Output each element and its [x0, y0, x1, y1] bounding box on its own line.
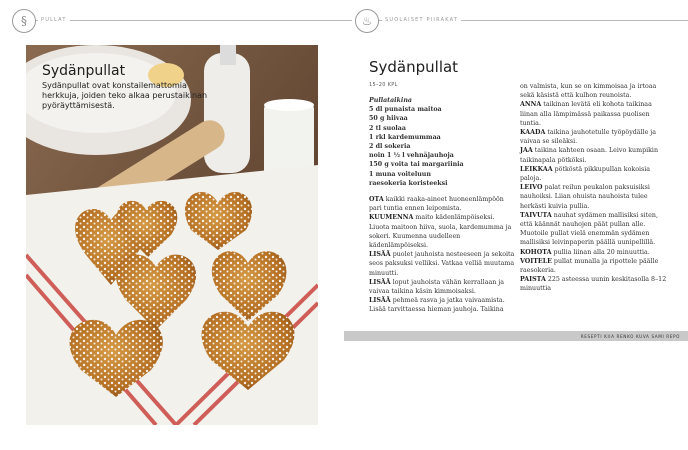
- recipe-step: JAA taikina kahteen osaan. Leivo kumpikin taikinapala pötköksi.: [520, 147, 659, 164]
- recipe-step: ANNA taikinan levätä eli kohota taikinaa liinan alla lämpimässä paikassa puolisen tuntia.: [520, 101, 652, 127]
- recipe-step: KUUMENNA maito kädenlämpöiseksi. Liuota maitoon hiiva, suola, kardemumma ja sokeri. Kuumenna uudelleen kädenlämpöiseksi.: [369, 214, 512, 250]
- photo-subtitle: Sydänpullat ovat konstailemattomia herkkuja, joiden teko alkaa perustaikinan pyöräyttämisestä.: [42, 81, 208, 110]
- recipe-step: LEIVO palat reilun peukalon paksuisiksi nauhoiksi. Liian ohuista nauhoista tulee herkästi kuivia pullia.: [520, 184, 650, 210]
- ingredient-item: 1 muna voiteluun: [369, 170, 431, 178]
- recipe-photo: [26, 45, 318, 425]
- recipe-step: LISÄÄ loput jauhoista vähän kerrallaan ja vaivaa taikina käsin kimmoisaksi.: [369, 278, 505, 296]
- recipe-step: VOITELE pullat munalla ja ripottele päälle raesokeria.: [520, 257, 659, 275]
- recipe-step: LEIKKAA pötköstä pikkupullan kokoisia paloja.: [520, 165, 651, 183]
- recipe-column-2: [520, 82, 668, 294]
- recipe-yield: 15–20 KPL: [369, 82, 398, 88]
- ingredient-item: 2 tl suolaa: [369, 124, 406, 132]
- credit-bar: [344, 331, 688, 341]
- ingredient-item: 2 dl sokeria: [369, 143, 411, 151]
- ingredient-item: 1 rkl kardemummaa: [369, 133, 441, 141]
- recipe-step: LISÄÄ puolet jauhoista nesteeseen ja sekoita seos paksuksi velliksi. Vatkaa velliä muutama minuutti.: [369, 251, 515, 277]
- ingredient-list: [369, 105, 515, 188]
- recipe-step: OTA kaikki raaka-aineet huoneenlämpöön pari tuntia ennen leipomista.: [369, 196, 504, 213]
- recipe-step: PAISTA 225 asteessa uunin keskitasolla 8–12 minuuttia: [520, 276, 667, 293]
- pie-emblem-icon: ♨: [355, 9, 379, 33]
- header-rule-left: [32, 20, 352, 21]
- recipe-step: KAADA taikina jauhotetulle työpöydälle ja vaivaa se sileäksi.: [520, 129, 656, 146]
- ingredient-item: raesokeria koristeeksi: [369, 179, 448, 187]
- recipe-step: KOHOTA pullia liinan alla 20 minuuttia.: [520, 248, 650, 256]
- ingredient-item: noin 1 ½ l vehnäjauhoja: [369, 152, 454, 160]
- header-section-left: PULLAT: [38, 17, 70, 23]
- ingredient-item: 50 g hiivaa: [369, 115, 408, 123]
- recipe-step: TAIVUTA nauhat sydämen mallisiksi siten, että käännät nauhojen päät pullan alle. Muotoile pullat vielä enemmän sydämen mallisiksi leivinpaperin päällä uunipellillä.: [520, 211, 658, 247]
- photo-title: Sydänpullat: [42, 63, 126, 79]
- recipe-step-continued: on valmista, kun se on kimmoisaa ja irtoaa sekä käsistä että kulhon reunoista.: [520, 83, 657, 100]
- recipe-column-1: [369, 96, 515, 315]
- recipe-step: LISÄÄ pehmeä rasva ja jatka vaivaamista. Lisää tarvittaessa hieman jauhoja. Taikina: [369, 297, 505, 314]
- section-emblem-icon: §: [12, 9, 36, 33]
- ingredients-heading: Pullataikina: [369, 97, 412, 104]
- ingredient-item: 150 g voita tai margariinia: [369, 161, 464, 169]
- ingredient-item: 5 dl punaista maitoa: [369, 106, 442, 114]
- recipe-title: Sydänpullat: [369, 58, 459, 76]
- credit-text: RESEPTI KIIA RENKO KUVA SAMI REPO: [580, 334, 680, 339]
- header-section-right: SUOLAISET PIIRAKAT: [382, 17, 461, 23]
